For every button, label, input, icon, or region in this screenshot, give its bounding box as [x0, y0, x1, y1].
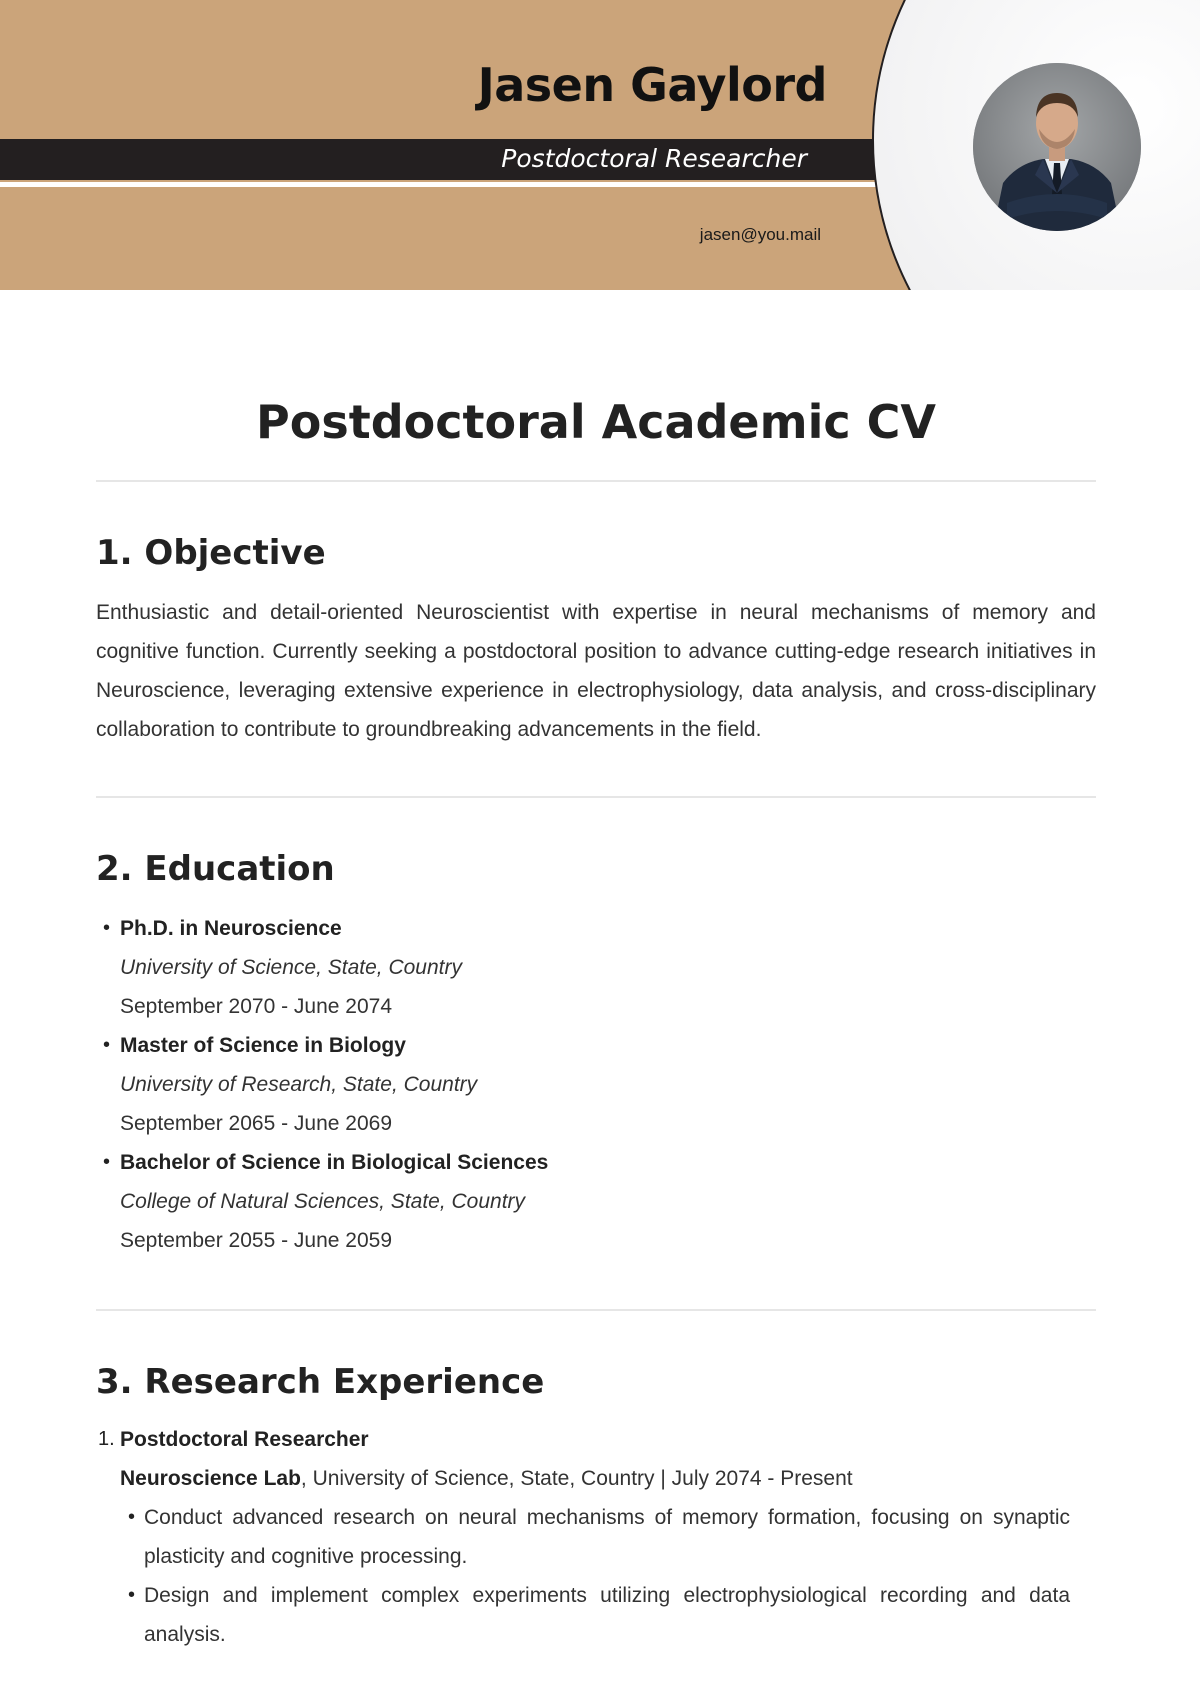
research-affiliation — [120, 1459, 1096, 1498]
candidate-email[interactable]: jasen@you.mail — [699, 225, 821, 244]
education-degree: • Master of Science in Biology — [120, 1034, 406, 1057]
education-degree: • Ph.D. in Neuroscience — [120, 917, 342, 940]
education-dates: September 2065 - June 2069 — [120, 1112, 393, 1135]
education-institution: College of Natural Sciences, State, Country — [120, 1190, 526, 1213]
education-item — [96, 909, 1096, 1026]
cv-content — [96, 380, 1096, 1654]
section-heading-objective: 1. Objective — [96, 533, 326, 573]
research-lab: Neuroscience Lab — [120, 1467, 301, 1490]
education-institution: University of Research, State, Country — [120, 1073, 478, 1096]
research-item-number: 1. — [98, 1428, 115, 1450]
section-heading-education: 2. Education — [96, 849, 335, 889]
education-dates: September 2055 - June 2059 — [120, 1229, 393, 1252]
avatar — [973, 63, 1141, 231]
education-institution: University of Science, State, Country — [120, 956, 462, 979]
education-dates: September 2070 - June 2074 — [120, 995, 393, 1018]
research-bullet: • Conduct advanced research on neural mechanisms of memory formation, focusing on synaptic plasticity and cognitive processing. — [120, 1498, 1070, 1576]
research-bullets — [120, 1498, 1096, 1654]
section-heading-research: 3. Research Experience — [96, 1362, 545, 1402]
objective-text: Enthusiastic and detail-oriented Neuroscientist with expertise in neural mechanisms of memory and cognitive function. Currently seeking a postdoctoral position to advance cutting-edge research initiatives in Neuroscience, leveraging extensive experience in electrophysiology, data analysis, and cross-disciplinary collaboration to contribute to groundbreaking advancements in the field. — [96, 601, 1096, 741]
education-item — [96, 1143, 1096, 1260]
header-divider-line — [0, 182, 900, 187]
research-bullet: • Design and implement complex experiments utilizing electrophysiological recording and data analysis. — [120, 1576, 1070, 1654]
document-title: Postdoctoral Academic CV — [256, 395, 936, 449]
research-title: Postdoctoral Researcher — [120, 1428, 369, 1451]
header-banner — [0, 0, 1200, 290]
avatar-portrait-icon — [973, 63, 1141, 231]
education-list — [96, 909, 1096, 1260]
education-item — [96, 1026, 1096, 1143]
research-details: , University of Science, State, Country | July 2074 - Present — [300, 1467, 853, 1490]
education-degree: • Bachelor of Science in Biological Sciences — [120, 1151, 549, 1174]
candidate-name: Jasen Gaylord — [477, 58, 827, 112]
research-item — [96, 1420, 1096, 1654]
candidate-role: Postdoctoral Researcher — [501, 144, 807, 173]
